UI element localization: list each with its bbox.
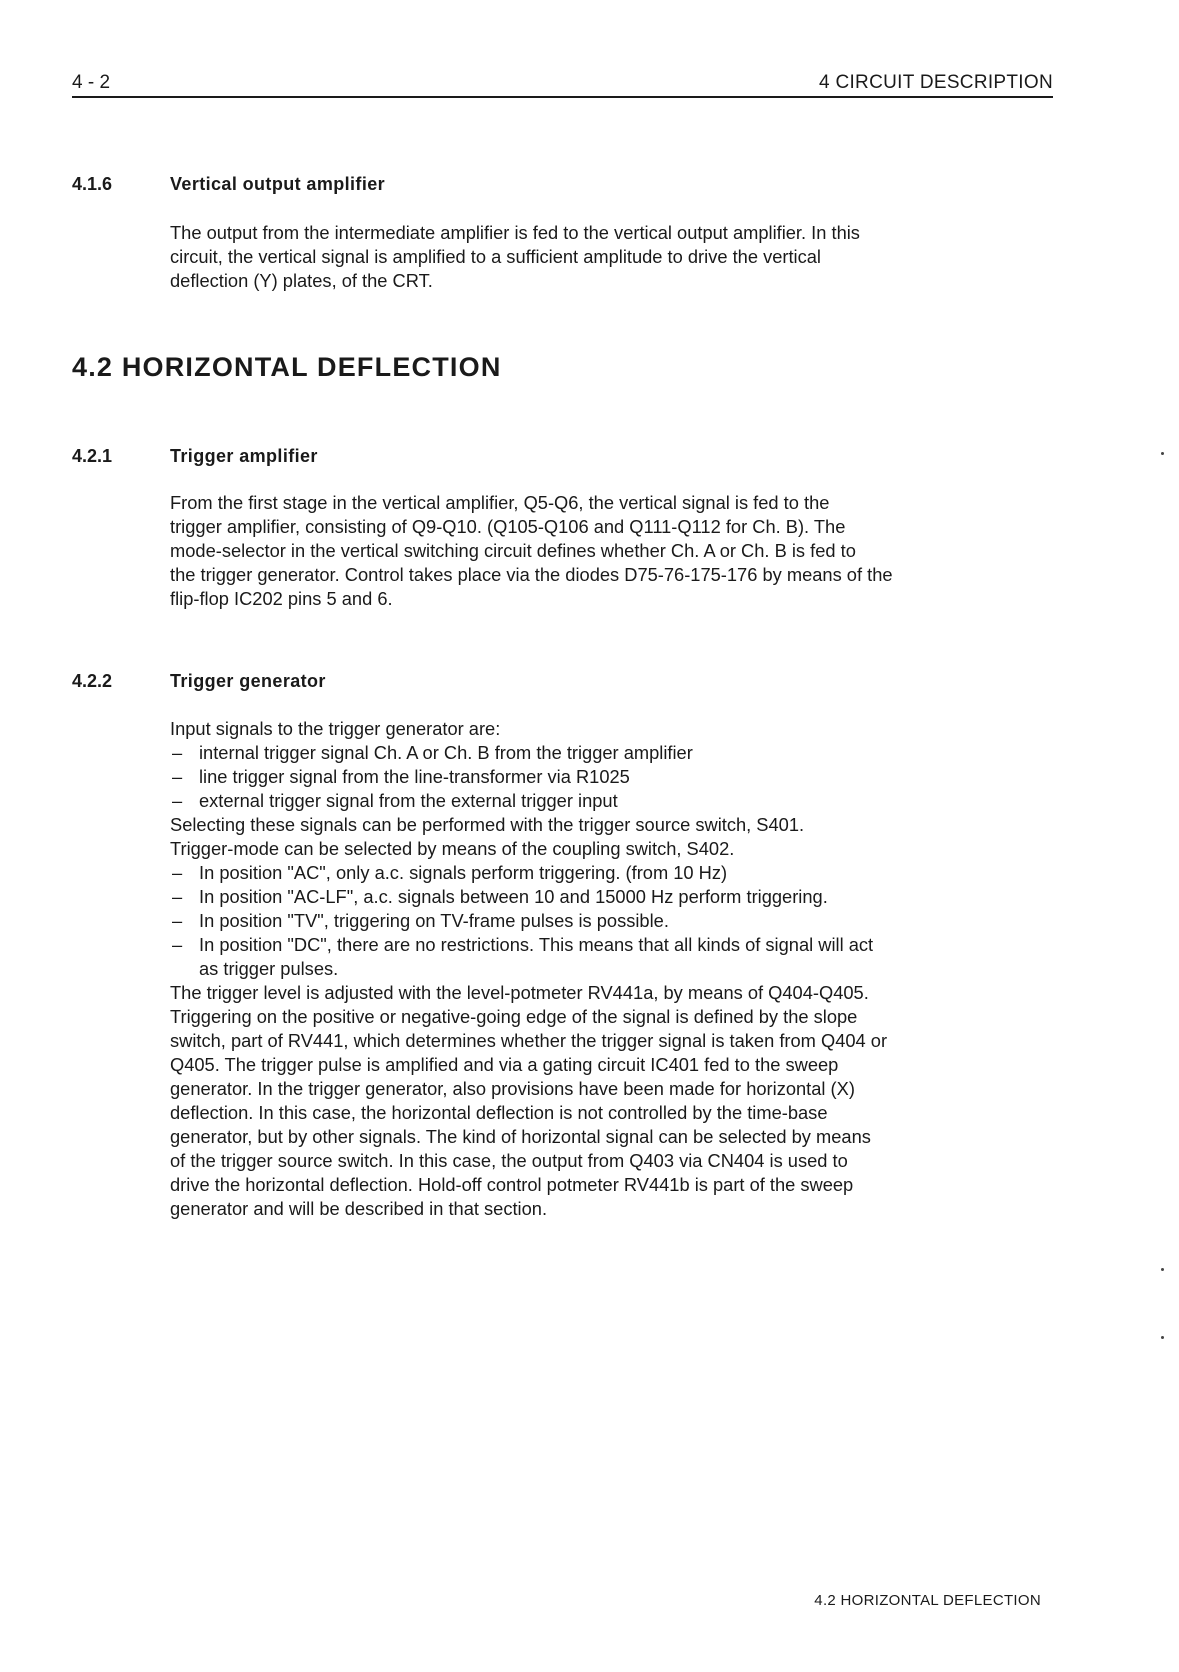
list-item — [170, 789, 1050, 813]
bullet-dash: – — [172, 934, 183, 955]
section-title-421: Trigger amplifier — [170, 446, 318, 466]
section-title-422: Trigger generator — [170, 671, 326, 691]
text-line: deflection (Y) plates, of the CRT. — [170, 270, 433, 291]
list-item-continuation: as trigger pulses. — [199, 958, 339, 979]
paragraph-422 — [170, 717, 1050, 1221]
text-line: Q405. The trigger pulse is amplified and via a gating circuit IC401 fed to the sweep — [170, 1054, 839, 1075]
header-rule — [72, 96, 1053, 98]
text-line: flip-flop IC202 pins 5 and 6. — [170, 588, 393, 609]
list-item-text: In position "DC", there are no restrictions. This means that all kinds of signal will act — [199, 934, 874, 955]
text-line: the trigger generator. Control takes place via the diodes D75-76-175-176 by means of the — [170, 564, 893, 585]
text-line: Triggering on the positive or negative-going edge of the signal is defined by the slope — [170, 1006, 858, 1027]
section-number-421: 4.2.1 — [72, 446, 113, 466]
list-item-text: In position "AC", only a.c. signals perform triggering. (from 10 Hz) — [199, 862, 728, 883]
bullet-dash: – — [172, 790, 183, 811]
scan-speck — [1161, 1268, 1164, 1271]
text-line: trigger amplifier, consisting of Q9-Q10. (Q105-Q106 and Q111-Q112 for Ch. B). The — [170, 516, 846, 537]
text-line: generator. In the trigger generator, also provisions have been made for horizontal (X) — [170, 1078, 855, 1099]
list-item-text: line trigger signal from the line-transformer via R1025 — [199, 766, 630, 787]
list-item-text: In position "TV", triggering on TV-frame pulses is possible. — [199, 910, 669, 931]
text-line: Input signals to the trigger generator are: — [170, 718, 501, 739]
text-line: deflection. In this case, the horizontal deflection is not controlled by the time-base — [170, 1102, 828, 1123]
text-line: of the trigger source switch. In this case, the output from Q403 via CN404 is used to — [170, 1150, 848, 1171]
page-number: 4 - 2 — [72, 72, 111, 93]
section-number-422: 4.2.2 — [72, 671, 113, 691]
text-line: switch, part of RV441, which determines whether the trigger signal is taken from Q404 or — [170, 1030, 888, 1051]
text-line: From the first stage in the vertical amplifier, Q5-Q6, the vertical signal is fed to the — [170, 492, 830, 513]
text-line: mode-selector in the vertical switching circuit defines whether Ch. A or Ch. B is fed to — [170, 540, 856, 561]
list-item-text: In position "AC-LF", a.c. signals between 10 and 15000 Hz perform triggering. — [199, 886, 828, 907]
list-item — [170, 885, 1050, 909]
paragraph-416 — [170, 221, 1050, 293]
bullet-dash: – — [172, 910, 183, 931]
text-line: The output from the intermediate amplifier is fed to the vertical output amplifier. In this — [170, 222, 860, 243]
scan-speck — [1161, 452, 1164, 455]
list-item — [170, 765, 1050, 789]
paragraph-421 — [170, 491, 1050, 611]
bullet-dash: – — [172, 886, 183, 907]
bullet-dash: – — [172, 862, 183, 883]
text-line: The trigger level is adjusted with the level-potmeter RV441a, by means of Q404-Q405. — [170, 982, 869, 1003]
list-item-text: internal trigger signal Ch. A or Ch. B from the trigger amplifier — [199, 742, 693, 763]
section-number-416: 4.1.6 — [72, 174, 113, 194]
text-line: Selecting these signals can be performed with the trigger source switch, S401. — [170, 814, 805, 835]
chapter-title: 4 CIRCUIT DESCRIPTION — [819, 72, 1053, 93]
running-footer: 4.2 HORIZONTAL DEFLECTION — [814, 1592, 1041, 1609]
text-line: generator, but by other signals. The kind of horizontal signal can be selected by means — [170, 1126, 871, 1147]
scan-speck — [1161, 1336, 1164, 1339]
text-line: drive the horizontal deflection. Hold-off control potmeter RV441b is part of the sweep — [170, 1174, 854, 1195]
text-line: generator and will be described in that section. — [170, 1198, 548, 1219]
text-line: Trigger-mode can be selected by means of the coupling switch, S402. — [170, 838, 735, 859]
list-item — [170, 933, 1050, 957]
list-item — [170, 861, 1050, 885]
section-title-416: Vertical output amplifier — [170, 174, 386, 194]
bullet-dash: – — [172, 742, 183, 763]
chapter-heading-42: 4.2 HORIZONTAL DEFLECTION — [72, 352, 502, 382]
list-item-text: external trigger signal from the external trigger input — [199, 790, 618, 811]
list-item — [170, 741, 1050, 765]
bullet-dash: – — [172, 766, 183, 787]
text-line: circuit, the vertical signal is amplified to a sufficient amplitude to drive the vertical — [170, 246, 821, 267]
list-item — [170, 909, 1050, 933]
